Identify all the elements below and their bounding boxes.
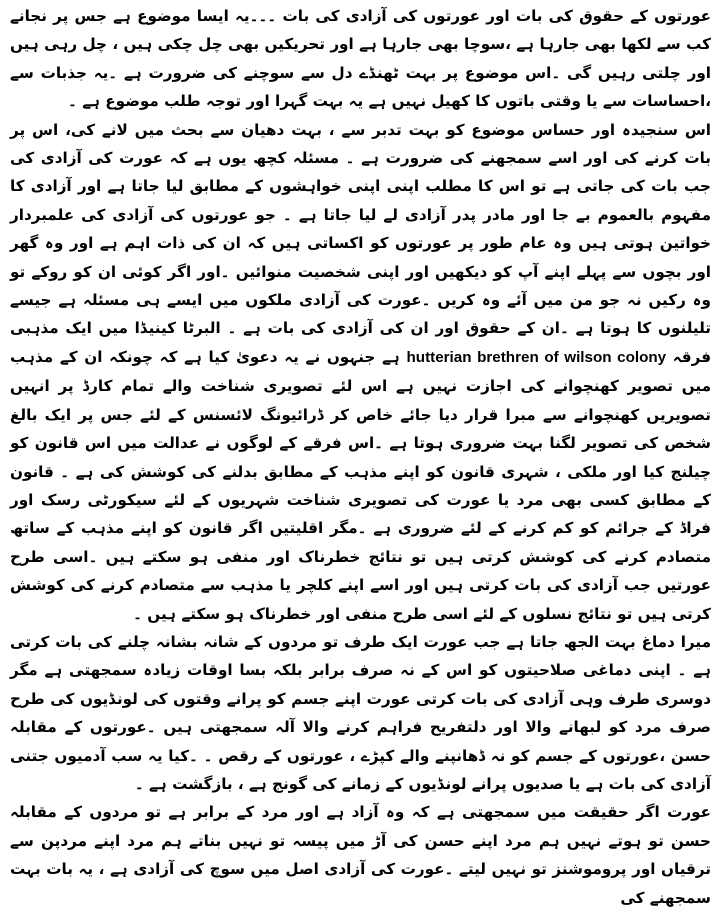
sect-name-latin: hutterian brethren of wilson colony bbox=[406, 348, 667, 366]
paragraph-2 bbox=[10, 116, 711, 628]
paragraph-1: عورتوں کے حقوق کی بات اور عورتوں کی آزادی کی بات ۔۔۔یہ ایسا موضوع ہے جس پر نجانے کب سے لکھا بھی جارہا ہے ،سوچا بھی جارہا ہے اور تحریکیں بھی چل چکی ہیں ، چل رہی ہیں اور چلتی رہیں گی ۔اس موضوع پر بہت ٹھنڈے دل سے سوچنے کی ضرورت ہے ۔یہ جذبات سے ،احساسات سے یا وقتی باتوں کا کھیل نہیں ہے یہ بہت گہرا اور توجہ طلب موضوع ہے ۔ bbox=[10, 7, 711, 111]
paragraph-4: عورت اگر حقیقت میں سمجھتی ہے کہ وہ آزاد ہے اور مرد کے برابر ہے تو مردوں کے مقابلہ حسن تو ہوتے نہیں ہم مرد اپنے حسن کی آڑ میں پیسہ تو نہیں بناتے ہم مرد اپنے مردپن سے ترقیاں اور پروموشنز تو نہیں لیتے ۔عورت کی آزادی اصل میں سوچ کی آزادی ہے ، یہ بات بہت سمجھنے کی bbox=[10, 803, 711, 907]
paragraph-2-text-before: اس سنجیدہ اور حساس موضوع کو بہت تدبر سے ، بہت دھیان سے بحث میں لانے کی، اس پر بات کرنے کی اور اسے سمجھنے کی ضرورت ہے ۔ مسئلہ کچھ یوں ہے کہ عورت کی آزادی کی جب بات کی جاتی ہے تو اس کا مطلب اپنی اپنی خواہشوں کے مطابق لیا جاتا ہے اور آزادی کا مفہوم بالعموم بے جا اور مادر پدر آزادی لے لیا جاتا ہے ۔ جو عورتوں کی آزادی کی علمبردار خواتین ہوتی ہیں وہ عام طور پر عورتوں کو اکساتی ہیں کہ ان کی ذات اہم ہے اور وہ گھر اور بچوں سے پہلے اپنے آپ کو دیکھیں اور اپنی شخصیت منوائیں ۔اور اگر کوئی ان کو روکے تو وہ رکیں نہ جو من میں آئے وہ کریں ۔عورت کی آزادی ملکوں میں ایسے ہی مسئلہ ہے جیسے تلیلنوں کا ہوتا ہے ۔ان کے حقوق اور ان کی آزادی کی بات ہے ۔ البرٹا کینیڈا میں ایک مذہبی فرقہ bbox=[10, 120, 712, 366]
paragraph-2-text-after: ہے جنہوں نے یہ دعویٰ کیا ہے کہ چونکہ ان کے مذہب میں تصویر کھنچوانے کی اجازت نہیں ہے اس لئے تصویری شناخت والے تمام کارڈ پر انہیں تصویریں کھنچوانے سے مبرا قرار دیا جائے خاص کر ڈرائیونگ لائسنس کے لئے جس پر ایک بالغ شخص کی تصویر لگنا بہت ضروری ہوتا ہے ۔اس فرقے کے لوگوں نے عدالت میں اس قانون کو چیلنج کیا اور ملکی ، شہری قانون کو اپنے مذہب کے مطابق بدلنے کی کوشش کی ہے ۔ قانون کے مطابق کسی بھی مرد یا عورت کی تصویری شناخت شہریوں کے لئے سیکورٹی رسک اور فراڈ کے جرائم کو کم کرنے کے لئے ضروری ہے ۔مگر اقلیتیں اگر قانون کو اپنے مذہب کے ساتھ متصادم کرنے کی کوشش کرتی ہیں تو نتائج خطرناک اور منفی ہو سکتے ہیں ۔اسی طرح عورتیں جب آزادی کی بات کرتی ہیں اور اسے اپنے کلچر یا مذہب سے متصادم کرنے کی کوشش کرتی ہیں تو نتائج نسلوں کے لئے اسی طرح منفی اور خطرناک ہو سکتے ہیں ۔ bbox=[10, 347, 711, 623]
paragraph-3: میرا دماغ بہت الجھ جاتا ہے جب عورت ایک طرف تو مردوں کے شانہ بشانہ چلنے کی بات کرتی ہے ۔ اپنی دماغی صلاحیتوں کو اس کے نہ صرف برابر بلکہ بسا اوقات زیادہ سمجھتی ہے مگر دوسری طرف وہی آزادی کی بات کرتی عورت اپنے جسم کو پرانے وقتوں کی لونڈیوں کی طرح صرف مرد کو لبھانے والا اور دلتفریح فراہم کرنے والا آلہ سمجھتی ہیں ۔عورتوں کے مقابلہ حسن ،عورتوں کے جسم کو نہ ڈھانپنے والے کپڑے ، عورتوں کے رقص ۔ ۔کیا یہ سب آدمیوں جتنی آزادی کی بات ہے یا صدیوں پرانے لونڈیوں کے زمانے کی گونج ہے ، بازگشت ہے ۔ bbox=[10, 632, 711, 793]
article-body bbox=[10, 2, 711, 912]
